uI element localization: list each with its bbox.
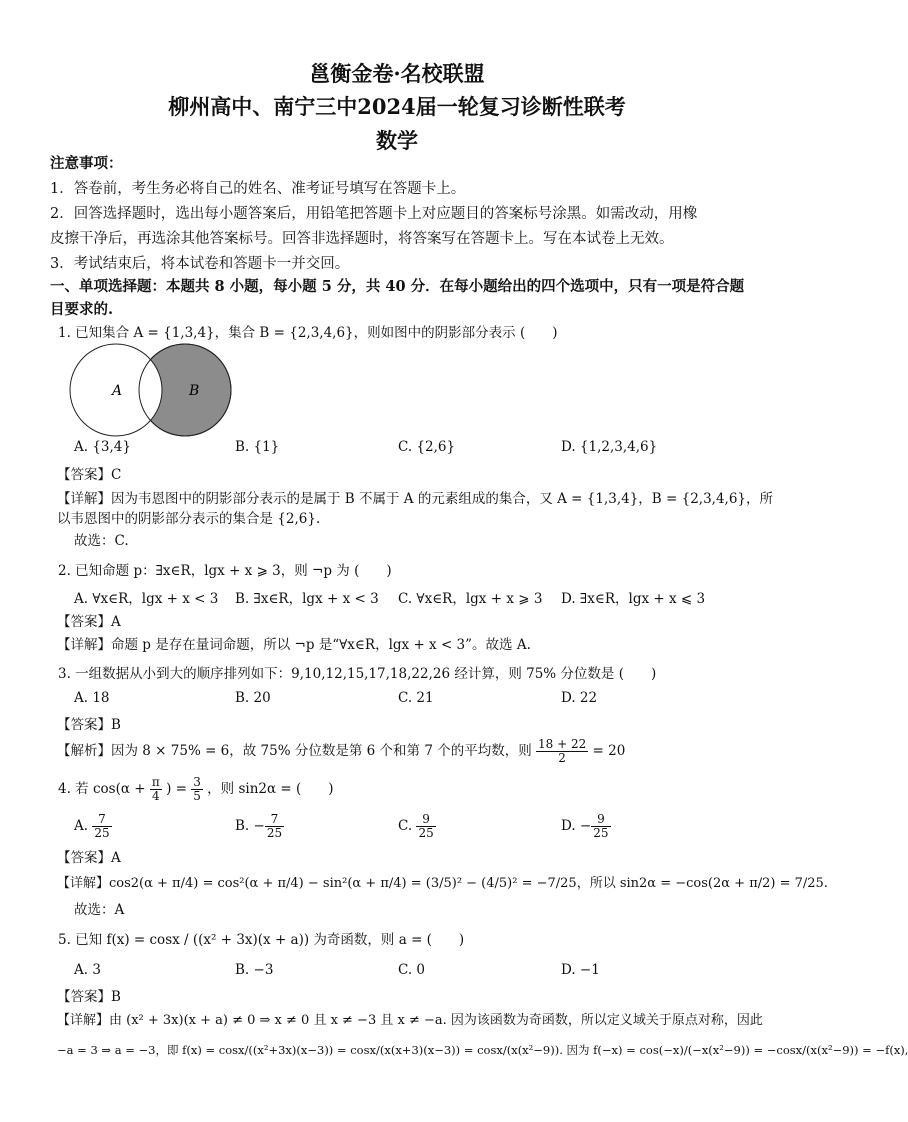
q1-option-a: A. {3,4} bbox=[74, 439, 131, 455]
q3-detail bbox=[57, 738, 757, 766]
q3-option-c: C. 21 bbox=[398, 690, 434, 706]
subject-title: 数学 bbox=[376, 128, 418, 153]
q4-stem: 4. 若 cos(α + $\frac{\pi}{4}$ ) = $\frac{3}{5}$ ，则 sin2α = ( ) bbox=[58, 775, 334, 803]
q2-option-d: D. ∃x∈R，lgx + x ⩽ 3 bbox=[561, 591, 706, 607]
q1-stem: 1. 已知集合 A = {1,3,4}，集合 B = {2,3,4,6}，则如图中的阴影部分表示 ( ) bbox=[58, 325, 558, 341]
q3-option-b: B. 20 bbox=[235, 690, 271, 706]
q3-stem: 3. 一组数据从小到大的顺序排列如下：9,10,12,15,17,18,22,26 经计算，则 75% 分位数是 ( ) bbox=[58, 666, 657, 682]
q1-detail-1: 【详解】因为韦恩图中的阴影部分表示的是属于 B 不属于 A 的元素组成的集合，又 A = {1,3,4}，B = {2,3,4,6}，所 bbox=[57, 491, 774, 507]
q5-option-b: B. −3 bbox=[235, 962, 274, 978]
q2-option-a: A. ∀x∈R，lgx + x < 3 bbox=[74, 591, 219, 607]
section-heading-2: 目要求的. bbox=[50, 301, 114, 318]
q5-option-d: D. −1 bbox=[561, 962, 600, 978]
q1-option-d: D. {1,2,3,4,6} bbox=[561, 439, 658, 455]
q4-option-c: C. $\frac{9}{25}$ bbox=[398, 812, 434, 840]
section-heading-1: 一、单项选择题：本题共 8 小题，每小题 5 分，共 40 分．在每小题给出的四个选项中，只有一项是符合题 bbox=[50, 278, 745, 295]
q2-stem: 2. 已知命题 p：∃x∈R，lgx + x ⩾ 3，则 ¬p 为 ( ) bbox=[58, 563, 392, 579]
q4-option-d: D. − $\frac{9}{25}$ bbox=[561, 812, 609, 840]
q4-answer: 【答案】A bbox=[57, 850, 121, 866]
q1-answer: 【答案】C bbox=[57, 467, 122, 483]
q1-option-c: C. {2,6} bbox=[398, 439, 456, 455]
q2-answer: 【答案】A bbox=[57, 614, 121, 630]
q5-option-c: C. 0 bbox=[398, 962, 426, 978]
exam-series-title: 邕衡金卷·名校联盟 bbox=[309, 61, 485, 86]
q3-option-a: A. 18 bbox=[74, 690, 110, 706]
venn-diagram bbox=[68, 352, 218, 432]
q5-option-a: A. 3 bbox=[74, 962, 101, 978]
venn-label-a: A bbox=[112, 383, 123, 399]
note-2b: 皮擦干净后，再选涂其他答案标号。回答非选择题时，将答案写在答题卡上。写在本试卷上无效。 bbox=[50, 231, 674, 247]
note-2a: 2．回答选择题时，选出每小题答案后，用铅笔把答题卡上对应题目的答案标号涂黑。如需改动，用橡 bbox=[50, 206, 698, 222]
q4-option-b: B. − $\frac{7}{25}$ bbox=[235, 812, 283, 840]
q4-option-a: A. $\frac{7}{25}$ bbox=[74, 812, 110, 840]
q1-option-b: B. {1} bbox=[235, 439, 280, 455]
q3-detail-pre: 【解析】因为 8 × 75% = 6，故 75% 分位数是第 6 个和第 7 个的平均数，则 bbox=[57, 743, 532, 759]
q5-stem: 5. 已知 f(x) = cosx / ((x² + 3x)(x + a)) 为奇函数，则 a = ( ) bbox=[58, 932, 465, 948]
q2-option-c: C. ∀x∈R，lgx + x ⩾ 3 bbox=[398, 591, 543, 607]
note-3: 3．考试结束后，将本试卷和答题卡一并交回。 bbox=[50, 256, 350, 272]
q5-detail-2: −a = 3 ⇒ a = −3，即 f(x) = cosx/((x²+3x)(x−3)) = cosx/(x(x+3)(x−3)) = cosx/(x(x²−9)). 因为 f(−x) = cos(−x)/(−x(x²−9)) = −cosx/(x(x²−9)) = −f(x), bbox=[57, 1043, 908, 1057]
q3-fraction: $\frac{18 + 22}{2}$ bbox=[538, 737, 587, 765]
q4-detail: 【详解】cos2(α + π/4) = cos²(α + π/4) − sin²(α + π/4) = (3/5)² − (4/5)² = −7/25，所以 sin2α = −cos(2α + π/2) = 7/25. bbox=[57, 876, 828, 891]
q3-detail-post: = 20 bbox=[592, 743, 626, 759]
q1-detail-2: 以韦恩图中的阴影部分表示的集合是 {2,6}. bbox=[57, 511, 321, 527]
q1-choose: 故选：C. bbox=[74, 533, 129, 549]
q2-option-b: B. ∃x∈R，lgx + x < 3 bbox=[235, 591, 379, 607]
q3-answer: 【答案】B bbox=[57, 717, 121, 733]
q2-detail: 【详解】命题 p 是存在量词命题，所以 ¬p 是“∀x∈R，lgx + x < 3”。故选 A. bbox=[57, 637, 531, 653]
q3-option-d: D. 22 bbox=[561, 690, 598, 706]
note-1: 1．答卷前，考生务必将自己的姓名、准考证号填写在答题卡上。 bbox=[50, 181, 466, 197]
venn-label-b: B bbox=[189, 383, 200, 399]
q5-detail-1: 【详解】由 (x² + 3x)(x + a) ≠ 0 ⇒ x ≠ 0 且 x ≠ −3 且 x ≠ −a. 因为该函数为奇函数，所以定义域关于原点对称，因此 bbox=[57, 1013, 763, 1028]
notes-heading: 注意事项： bbox=[50, 155, 123, 172]
q4-choose: 故选：A bbox=[74, 902, 125, 918]
exam-title: 柳州高中、南宁三中2024届一轮复习诊断性联考 bbox=[168, 94, 626, 119]
q5-answer: 【答案】B bbox=[57, 989, 121, 1005]
